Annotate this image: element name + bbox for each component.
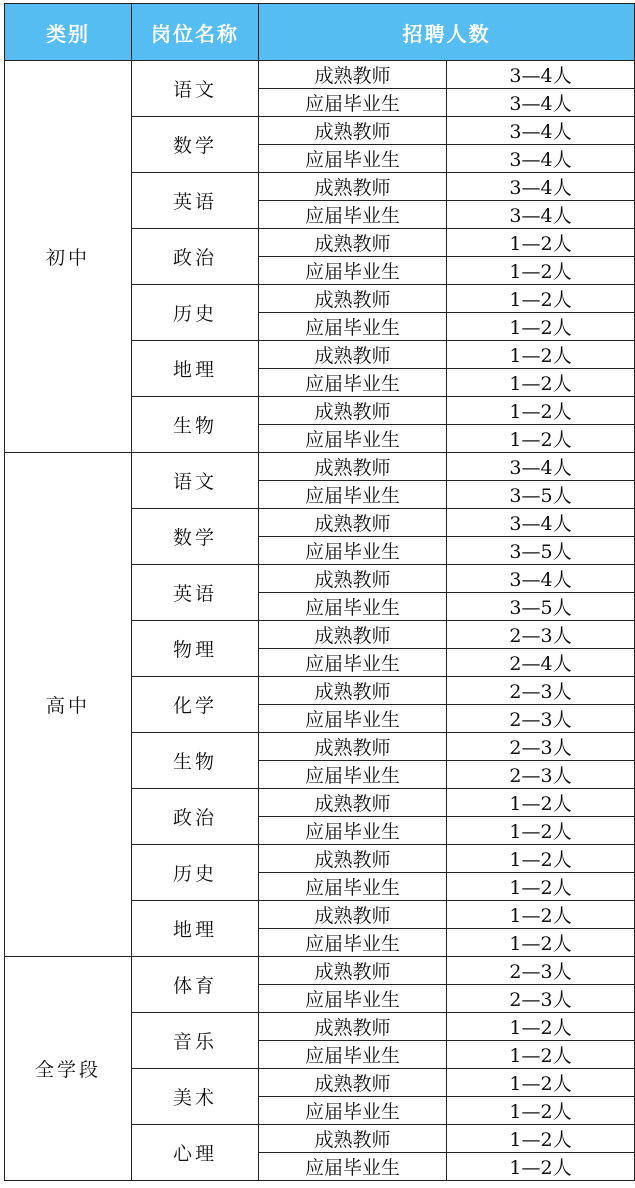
position-cell: 地理 <box>132 341 259 397</box>
headcount-cell: 3—4人 <box>447 509 635 537</box>
teacher-type-cell: 成熟教师 <box>259 173 447 201</box>
headcount-cell: 1—2人 <box>447 1153 635 1181</box>
headcount-cell: 3—4人 <box>447 89 635 117</box>
teacher-type-cell: 成熟教师 <box>259 341 447 369</box>
teacher-type-cell: 成熟教师 <box>259 1069 447 1097</box>
position-cell: 历史 <box>132 285 259 341</box>
headcount-cell: 3—4人 <box>447 145 635 173</box>
teacher-type-cell: 成熟教师 <box>259 61 447 89</box>
position-cell: 数学 <box>132 509 259 565</box>
position-cell: 数学 <box>132 117 259 173</box>
headcount-cell: 3—4人 <box>447 453 635 481</box>
teacher-type-cell: 应届毕业生 <box>259 649 447 677</box>
headcount-cell: 3—4人 <box>447 565 635 593</box>
table-row <box>5 957 635 985</box>
teacher-type-cell: 应届毕业生 <box>259 1041 447 1069</box>
table-row <box>5 61 635 89</box>
headcount-cell: 3—4人 <box>447 201 635 229</box>
headcount-cell: 1—2人 <box>447 901 635 929</box>
position-cell: 物理 <box>132 621 259 677</box>
category-cell: 高中 <box>5 453 132 957</box>
teacher-type-cell: 应届毕业生 <box>259 537 447 565</box>
teacher-type-cell: 应届毕业生 <box>259 481 447 509</box>
teacher-type-cell: 应届毕业生 <box>259 873 447 901</box>
category-cell: 全学段 <box>5 957 132 1181</box>
headcount-cell: 1—2人 <box>447 257 635 285</box>
teacher-type-cell: 应届毕业生 <box>259 1097 447 1125</box>
headcount-cell: 1—2人 <box>447 1013 635 1041</box>
teacher-type-cell: 应届毕业生 <box>259 425 447 453</box>
teacher-type-cell: 成熟教师 <box>259 677 447 705</box>
position-cell: 体育 <box>132 957 259 1013</box>
category-cell: 初中 <box>5 61 132 453</box>
headcount-cell: 2—3人 <box>447 677 635 705</box>
headcount-cell: 1—2人 <box>447 229 635 257</box>
headcount-cell: 2—3人 <box>447 761 635 789</box>
headcount-cell: 1—2人 <box>447 397 635 425</box>
headcount-cell: 1—2人 <box>447 369 635 397</box>
teacher-type-cell: 成熟教师 <box>259 509 447 537</box>
headcount-cell: 1—2人 <box>447 1125 635 1153</box>
headcount-cell: 3—4人 <box>447 117 635 145</box>
teacher-type-cell: 应届毕业生 <box>259 1153 447 1181</box>
position-cell: 政治 <box>132 789 259 845</box>
teacher-type-cell: 成熟教师 <box>259 901 447 929</box>
teacher-type-cell: 成熟教师 <box>259 957 447 985</box>
teacher-type-cell: 成熟教师 <box>259 1125 447 1153</box>
position-cell: 英语 <box>132 565 259 621</box>
headcount-cell: 1—2人 <box>447 285 635 313</box>
teacher-type-cell: 成熟教师 <box>259 1013 447 1041</box>
position-cell: 英语 <box>132 173 259 229</box>
teacher-type-cell: 应届毕业生 <box>259 89 447 117</box>
position-cell: 地理 <box>132 901 259 957</box>
position-cell: 化学 <box>132 677 259 733</box>
headcount-cell: 1—2人 <box>447 845 635 873</box>
teacher-type-cell: 成熟教师 <box>259 285 447 313</box>
headcount-cell: 1—2人 <box>447 1041 635 1069</box>
position-cell: 生物 <box>132 397 259 453</box>
headcount-cell: 1—2人 <box>447 1069 635 1097</box>
teacher-type-cell: 应届毕业生 <box>259 313 447 341</box>
table-row <box>5 453 635 481</box>
position-cell: 美术 <box>132 1069 259 1125</box>
teacher-type-cell: 应届毕业生 <box>259 761 447 789</box>
position-cell: 心理 <box>132 1125 259 1181</box>
teacher-type-cell: 应届毕业生 <box>259 201 447 229</box>
header-category: 类别 <box>5 4 132 61</box>
headcount-cell: 3—5人 <box>447 481 635 509</box>
headcount-cell: 1—2人 <box>447 341 635 369</box>
position-cell: 语文 <box>132 453 259 509</box>
headcount-cell: 1—2人 <box>447 425 635 453</box>
headcount-cell: 3—4人 <box>447 61 635 89</box>
headcount-cell: 1—2人 <box>447 873 635 901</box>
headcount-cell: 3—5人 <box>447 537 635 565</box>
table-body <box>5 61 635 1181</box>
teacher-type-cell: 应届毕业生 <box>259 369 447 397</box>
position-cell: 生物 <box>132 733 259 789</box>
teacher-type-cell: 应届毕业生 <box>259 705 447 733</box>
header-position: 岗位名称 <box>132 4 259 61</box>
headcount-cell: 1—2人 <box>447 929 635 957</box>
headcount-cell: 3—4人 <box>447 173 635 201</box>
headcount-cell: 1—2人 <box>447 789 635 817</box>
headcount-cell: 2—4人 <box>447 649 635 677</box>
recruitment-table <box>4 3 635 1181</box>
teacher-type-cell: 成熟教师 <box>259 565 447 593</box>
teacher-type-cell: 成熟教师 <box>259 845 447 873</box>
header-row <box>5 4 635 61</box>
teacher-type-cell: 应届毕业生 <box>259 593 447 621</box>
teacher-type-cell: 成熟教师 <box>259 397 447 425</box>
headcount-cell: 1—2人 <box>447 313 635 341</box>
position-cell: 音乐 <box>132 1013 259 1069</box>
headcount-cell: 1—2人 <box>447 817 635 845</box>
teacher-type-cell: 应届毕业生 <box>259 985 447 1013</box>
teacher-type-cell: 应届毕业生 <box>259 929 447 957</box>
headcount-cell: 3—5人 <box>447 593 635 621</box>
headcount-cell: 2—3人 <box>447 621 635 649</box>
position-cell: 历史 <box>132 845 259 901</box>
teacher-type-cell: 成熟教师 <box>259 117 447 145</box>
teacher-type-cell: 成熟教师 <box>259 453 447 481</box>
teacher-type-cell: 应届毕业生 <box>259 145 447 173</box>
headcount-cell: 2—3人 <box>447 733 635 761</box>
position-cell: 语文 <box>132 61 259 117</box>
headcount-cell: 2—3人 <box>447 705 635 733</box>
headcount-cell: 2—3人 <box>447 957 635 985</box>
header-count: 招聘人数 <box>259 4 635 61</box>
position-cell: 政治 <box>132 229 259 285</box>
teacher-type-cell: 成熟教师 <box>259 229 447 257</box>
headcount-cell: 1—2人 <box>447 1097 635 1125</box>
teacher-type-cell: 成熟教师 <box>259 621 447 649</box>
teacher-type-cell: 应届毕业生 <box>259 257 447 285</box>
headcount-cell: 2—3人 <box>447 985 635 1013</box>
teacher-type-cell: 成熟教师 <box>259 733 447 761</box>
teacher-type-cell: 成熟教师 <box>259 789 447 817</box>
teacher-type-cell: 应届毕业生 <box>259 817 447 845</box>
